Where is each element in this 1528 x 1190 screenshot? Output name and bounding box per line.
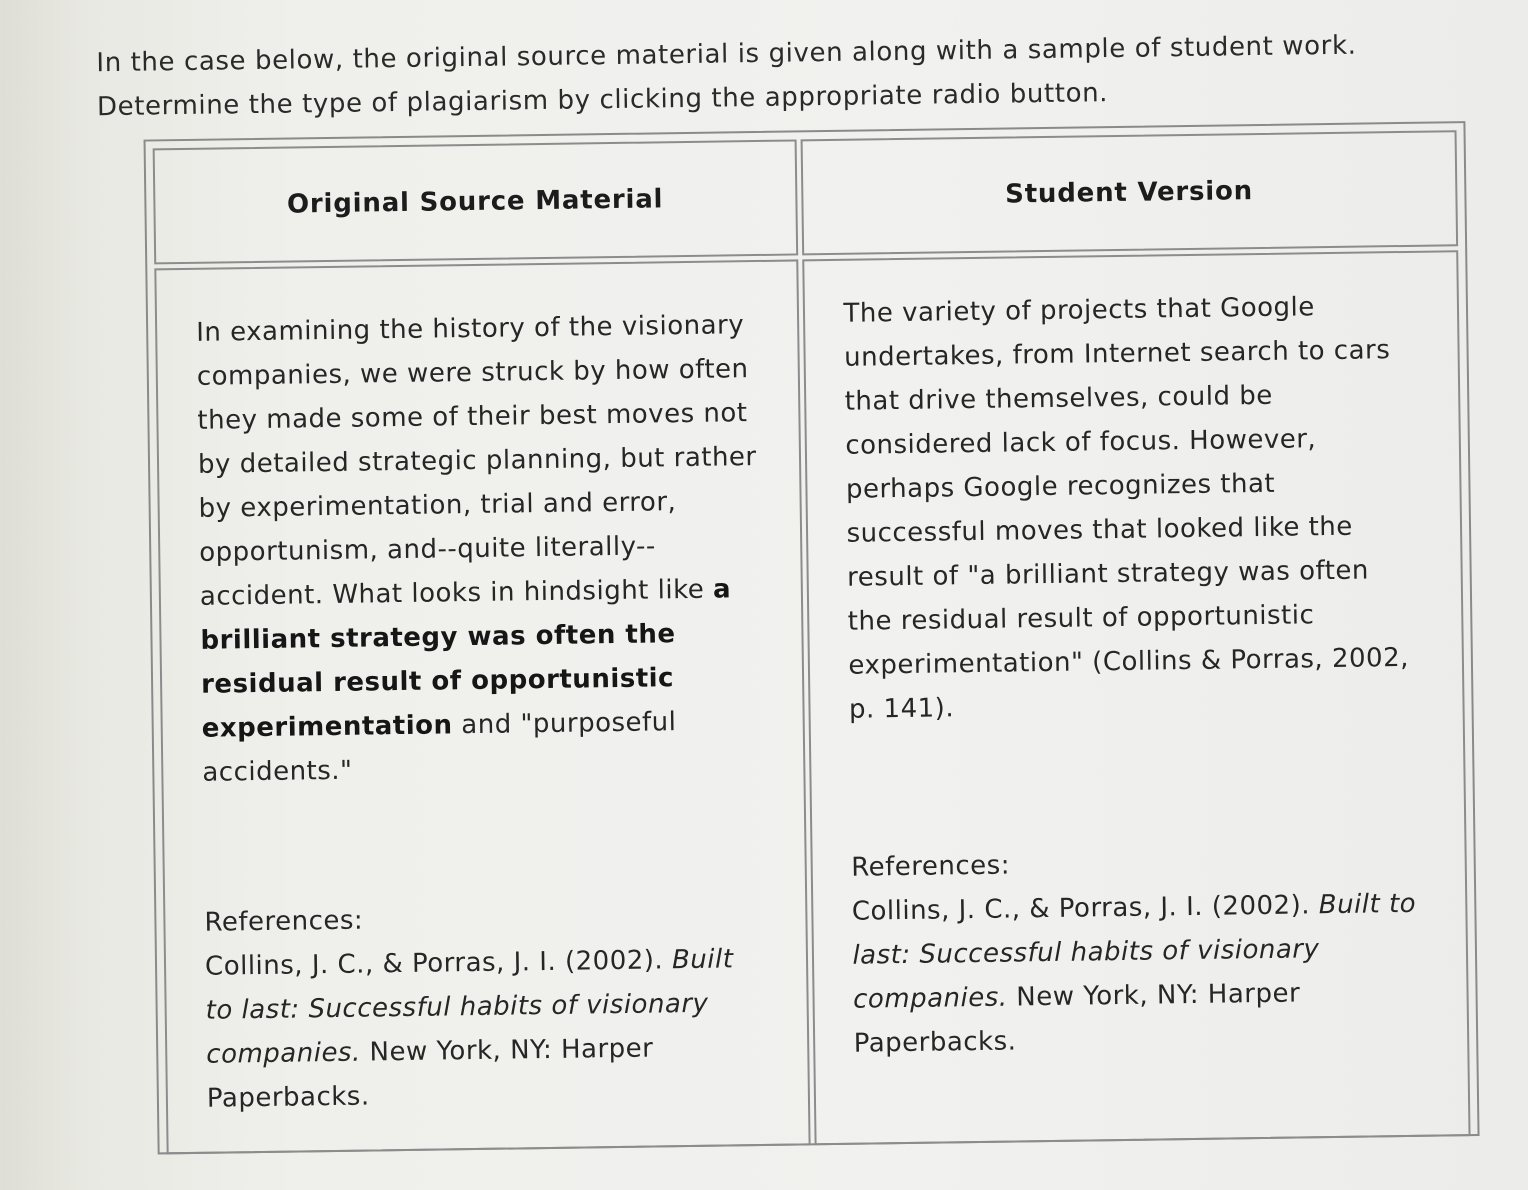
content-row: [154, 250, 1470, 1154]
instructions-line-1: In the case below, the original source material is given along with a sample of student work.: [96, 30, 1357, 79]
student-passage: The variety of projects that Google undertakes, from Internet search to cars that drive themselves, could be considered lack of focus. However, perhaps Google recognizes that successful moves that looked like the result of "a brilliant strategy was often the residual result of opportunistic experimentation" (Collins & Porras, 2002, p. 141).: [843, 292, 1410, 725]
original-reference-authors: Collins, J. C., & Porras, J. I. (2002).: [204, 945, 673, 982]
instructions: [96, 23, 1437, 130]
original-reference-title: Built to last: Successful habits of visionary companies.: [205, 944, 734, 1070]
original-text-part2: and "purposeful accidents.": [202, 707, 677, 788]
student-reference-entry: [852, 889, 1417, 1059]
original-reference-entry: [205, 944, 734, 1113]
header-row: [153, 130, 1458, 264]
student-references: [851, 838, 1429, 1066]
student-references-label: References:: [851, 850, 1011, 883]
comparison-table-frame: [144, 121, 1480, 1154]
original-cell: [154, 259, 810, 1154]
original-references: [204, 893, 769, 1121]
instructions-line-2: Determine the type of plagiarism by clicking the appropriate radio button.: [96, 78, 1109, 123]
student-reference-publisher: New York, NY: Harper Paperbacks.: [853, 978, 1301, 1059]
original-text-bold: a brilliant strategy was often the residual result of opportunistic experimentation: [200, 574, 732, 744]
student-reference-authors: Collins, J. C., & Porras, J. I. (2002).: [851, 890, 1319, 927]
header-student: Student Version: [800, 130, 1458, 255]
original-text-part1: In examining the history of the visionary companies, we were struck by how often they made some of their best moves not by detailed strategic planning, but rather by experimentation, trial and error, opportunism, and--quite literally--accident. What looks in hindsight like: [196, 310, 757, 612]
student-reference-title: Built to last: Successful habits of visionary companies.: [852, 888, 1417, 1015]
original-reference-publisher: New York, NY: Harper Paperbacks.: [206, 1033, 654, 1114]
comparison-table: [149, 126, 1475, 1158]
original-passage: [196, 303, 764, 795]
original-references-label: References:: [204, 905, 364, 938]
student-cell: [802, 250, 1471, 1145]
header-original: Original Source Material: [153, 139, 798, 264]
